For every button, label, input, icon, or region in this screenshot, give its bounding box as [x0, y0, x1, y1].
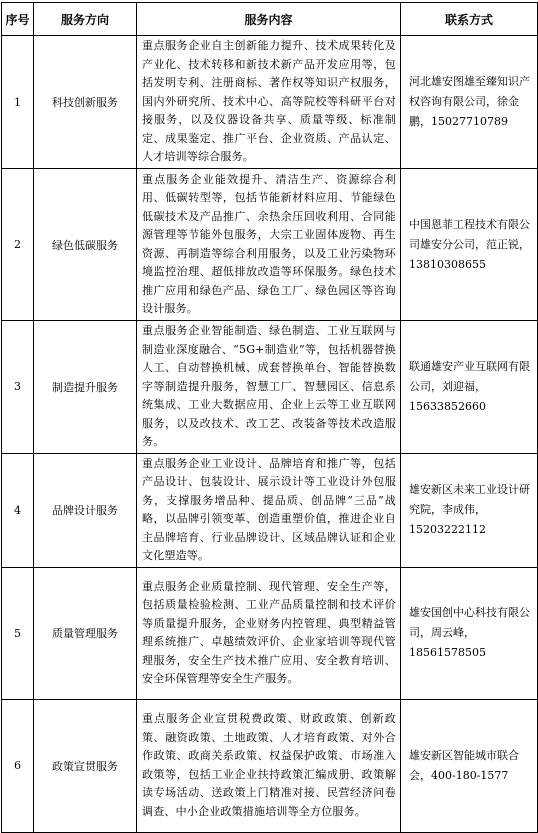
contact-info: 雄安国创中心科技有限公司，周云峰，18561578505	[401, 567, 538, 699]
service-direction: 科技创新服务	[34, 36, 137, 169]
table-row	[2, 453, 538, 567]
row-number: 1	[2, 36, 34, 169]
service-content: 重点服务企业宣贯税费政策、财政政策、创新政策、融资政策、土地政策、人才培育政策、对外合作政策、政商关系政策、权益保护政策、市场准入政策等，包括工业企业扶持政策汇编成册、政策解读专场活动、送政策上门精准对接、民营经济问卷调查、中小企业政策措施培训等全方位服务。	[137, 699, 401, 832]
row-number: 4	[2, 453, 34, 567]
contact-info: 雄安新区未来工业设计研究院，李成伟，15203222112	[401, 453, 538, 567]
header-no: 序号	[2, 3, 34, 36]
service-content: 重点服务企业自主创新能力提升、技术成果转化及产业化、技术转移和新技术新产品开发应用等，包括发明专利、注册商标、著作权等知识产权服务，国内外研究所、技术中心、高等院校等科研平台对接服务，以及仪器设备共享、质量等级、标准制定、成果鉴定、推广平台、企业资质、产品认定、人才培训等综合服务。	[137, 36, 401, 169]
service-direction: 制造提升服务	[34, 321, 137, 454]
header-content: 服务内容	[137, 3, 401, 36]
header-contact: 联系方式	[401, 3, 538, 36]
contact-info: 雄安新区智能城市联合会，400-180-1577	[401, 699, 538, 832]
service-table	[1, 2, 538, 833]
service-content: 重点服务企业工业设计、品牌培育和推广等，包括产品设计、包装设计、展示设计等工业设计外包服务，支撑服务增品种、提品质、创品牌“三品”战略，以品牌引领变革、创造重塑价值，推进企业自主品牌培育、行业品牌设计、区域品牌认证和企业文化塑造等。	[137, 453, 401, 567]
service-content: 重点服务企业质量控制、现代管理、安全生产等，包括质量检验检测、工业产品质量控制和技术评价等质量提升服务，企业财务内控管理、典型精益管理系统推广、卓越绩效评价、企业家培训等现代管理服务，安全生产技术推广应用、安全教育培训、安全环保管理等安全生产服务。	[137, 567, 401, 699]
service-direction: 绿色低碳服务	[34, 169, 137, 321]
table-row	[2, 36, 538, 169]
header-row	[2, 3, 538, 36]
service-content: 重点服务企业智能制造、绿色制造、工业互联网与制造业深度融合、“5G+制造业”等，包括机器替换人工、自动替换机械、成套替换单台、智能替换数字等制造提升服务，智慧工厂、智慧园区、信息系统集成、工业大数据应用、企业上云等工业互联网服务，以及改技术、改工艺、改装备等技术改造服务。	[137, 321, 401, 454]
header-direction: 服务方向	[34, 3, 137, 36]
row-number: 2	[2, 169, 34, 321]
table-row	[2, 169, 538, 321]
contact-info: 中国恩菲工程技术有限公司雄安分公司，范正锐，13810308655	[401, 169, 538, 321]
contact-info: 河北雄安图雄至臻知识产权咨询有限公司，徐金鹏，15027710789	[401, 36, 538, 169]
table-row	[2, 567, 538, 699]
service-content: 重点服务企业能效提升、清洁生产、资源综合利用、低碳转型等，包括节能新材料应用、节能绿色低碳技术及产品推广、余热余压回收利用、合同能源管理等节能外包服务，大宗工业固体废物、再生资源、再制造等综合利用服务，以及工业污染物环境监控治理、超低排放改造等环保服务。绿色技术推广应用和绿色产品、绿色工厂、绿色园区等咨询设计服务。	[137, 169, 401, 321]
table-row	[2, 321, 538, 454]
service-direction: 政策宣贯服务	[34, 699, 137, 832]
service-direction: 品牌设计服务	[34, 453, 137, 567]
table-row	[2, 699, 538, 832]
contact-info: 联通雄安产业互联网有限公司，刘迎福，15633852660	[401, 321, 538, 454]
service-direction: 质量管理服务	[34, 567, 137, 699]
row-number: 6	[2, 699, 34, 832]
row-number: 5	[2, 567, 34, 699]
row-number: 3	[2, 321, 34, 454]
